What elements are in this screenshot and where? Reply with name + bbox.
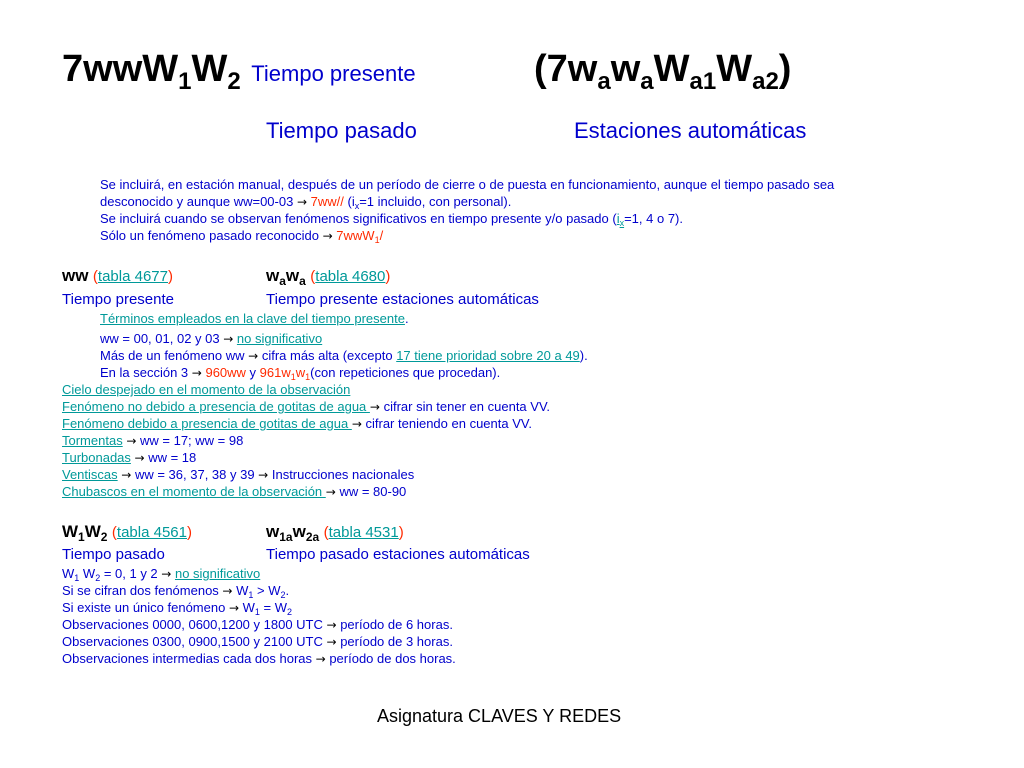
paren: ) (398, 524, 404, 541)
intro-line-3 (100, 210, 683, 227)
alt-title-part: ) (778, 48, 792, 90)
text: ww = 18 (144, 450, 197, 465)
arrow-right-icon: → (126, 434, 137, 448)
list-item-tormentas (62, 432, 243, 450)
text: y (245, 365, 260, 380)
text: W (239, 600, 255, 615)
W-label: Tiempo pasado (62, 546, 165, 563)
text: > W (253, 583, 281, 598)
arrow-right-icon: → (134, 451, 145, 465)
list-item-turbonadas (62, 449, 196, 467)
text: Instrucciones nacionales (268, 467, 415, 482)
ww-header (62, 266, 173, 286)
subscript: 1 (305, 372, 311, 382)
text: ww = 80-90 (335, 484, 407, 499)
text: ww = 17; ww = 98 (136, 433, 244, 448)
text: desconocido y aunque ww=00-03 (100, 194, 297, 209)
auto-label: Estaciones automáticas (574, 118, 807, 143)
paren: ) (187, 524, 192, 541)
paren: ( (323, 524, 329, 541)
w-row-3 (62, 599, 292, 617)
no-gotitas-link[interactable]: Fenómeno no debido a presencia de gotitas de agua (62, 399, 370, 414)
ww-label: Tiempo presente (62, 291, 175, 308)
text: período de 6 horas. (336, 617, 453, 632)
text: = W (259, 600, 287, 615)
arrow-right-icon: → (326, 618, 337, 632)
symbol-part: w (285, 266, 300, 285)
text: (i (343, 194, 355, 209)
symbol-sub: 2a (305, 530, 320, 544)
tormentas-link[interactable]: Tormentas (62, 433, 123, 448)
text: W (62, 566, 75, 581)
alt-title-sub: a1 (689, 68, 717, 95)
symbol-part: w (266, 266, 280, 285)
subscript[interactable]: x (619, 218, 625, 228)
subscript: 1 (374, 235, 380, 245)
no-significativo-link[interactable]: no significativo (236, 331, 323, 346)
arrow-right-icon: → (222, 584, 233, 598)
paren: ) (385, 268, 391, 285)
text: cifrar teniendo en cuenta VV. (361, 416, 532, 431)
wa-label: Tiempo pasado estaciones automáticas (266, 546, 530, 563)
arrow-right-icon: → (228, 601, 239, 615)
w-row-1 (62, 565, 260, 583)
paren: ( (92, 268, 98, 285)
text: Si se cifran dos fenómenos (62, 583, 223, 598)
alt-title-part: W (653, 48, 690, 90)
text: Sólo un fenómeno pasado reconocido (100, 228, 323, 243)
text: período de dos horas. (325, 651, 456, 666)
paren: ( (310, 268, 316, 285)
alt-title-part: W (716, 48, 753, 90)
ventiscas-link[interactable]: Ventiscas (62, 467, 118, 482)
w1aw2a-symbol (266, 522, 320, 544)
symbol-part: W (62, 522, 79, 541)
past-label: Tiempo pasado (266, 118, 417, 143)
paren: ( (111, 524, 117, 541)
gotitas-link[interactable]: Fenómeno debido a presencia de gotitas de agua (62, 416, 352, 431)
arrow-right-icon: → (351, 417, 362, 431)
text: Si existe un único fenómeno (62, 600, 229, 615)
subscript: 1 (290, 372, 296, 382)
W1W2-symbol (62, 522, 108, 544)
code: w (295, 365, 306, 380)
text: Más de un fenómeno ww (100, 348, 249, 363)
turbonadas-link[interactable]: Turbonadas (62, 450, 131, 465)
table-4531-link[interactable]: tabla 4531 (328, 524, 399, 541)
arrow-right-icon: → (223, 332, 234, 346)
text: cifra más alta (excepto (258, 348, 397, 363)
table-4561-link[interactable]: tabla 4561 (116, 524, 187, 541)
alt-title-sub: a2 (752, 68, 779, 95)
text: . (285, 583, 290, 598)
w-row-4 (62, 616, 453, 634)
text: W (79, 566, 96, 581)
title-group: W (191, 48, 228, 90)
symbol-sub: 1 (78, 530, 85, 544)
code: / (379, 228, 384, 243)
list-item-chubascos (62, 483, 406, 501)
arrow-right-icon: → (258, 468, 269, 482)
alt-title-part: w (610, 48, 641, 90)
symbol-part: w (292, 522, 306, 541)
paren: ) (167, 268, 173, 285)
ww-row-3 (100, 364, 500, 382)
terms-link[interactable]: Términos empleados en la clave del tiempo presente (100, 311, 405, 326)
list-item-no-gotitas (62, 398, 550, 416)
arrow-right-icon: → (296, 195, 308, 209)
subscript: x (354, 201, 360, 211)
w-row-2 (62, 582, 289, 600)
cielo-link[interactable]: Cielo despejado en el momento de la observación (62, 382, 351, 397)
text: W (232, 583, 249, 598)
arrow-right-icon: → (121, 468, 132, 482)
text: = 0, 1 y 2 (100, 566, 162, 581)
ww-symbol: ww (62, 266, 89, 285)
alt-title-sub: a (597, 68, 611, 95)
symbol-sub: 1a (279, 530, 293, 544)
main-title (62, 48, 416, 95)
no-significativo-link[interactable]: no significativo (174, 566, 261, 581)
W1W2-header (62, 522, 192, 542)
alt-title-sub: a (640, 68, 654, 95)
arrow-right-icon: → (248, 349, 259, 363)
w-row-5 (62, 633, 453, 651)
code: 961w (259, 365, 291, 380)
subscript: 2 (280, 590, 286, 600)
symbol-sub: a (279, 274, 286, 288)
code: 7ww// (310, 194, 344, 209)
text: ww = 36, 37, 38 y 39 (131, 467, 259, 482)
wawa-symbol (266, 266, 306, 288)
subscript: 1 (248, 590, 254, 600)
code: 960ww (205, 365, 246, 380)
text: período de 3 horas. (336, 634, 453, 649)
alt-title (534, 48, 792, 95)
wawa-header (266, 266, 390, 286)
text: En la sección 3 (100, 365, 192, 380)
text: (con repeticiones que procedan). (310, 365, 501, 380)
text: ww = 00, 01, 02 y 03 (100, 331, 224, 346)
list-item-cielo (62, 381, 350, 398)
w-row-6 (62, 650, 456, 668)
symbol-part: W (84, 522, 101, 541)
subscript: 1 (254, 607, 260, 617)
arrow-right-icon: → (191, 366, 202, 380)
arrow-right-icon: → (315, 652, 326, 666)
title-sub: 2 (227, 68, 241, 95)
title-sub: 1 (178, 68, 192, 95)
subscript: 2 (287, 607, 293, 617)
footer-course-name: Asignatura CLAVES Y REDES (377, 706, 622, 726)
arrow-right-icon: → (322, 229, 333, 243)
text: Observaciones 0000, 0600,1200 y 1800 UTC (62, 617, 327, 632)
subscript: 2 (95, 573, 101, 583)
terms-line (100, 310, 409, 327)
text: . (404, 311, 409, 326)
text: =1 incluido, con personal). (359, 194, 512, 209)
subscript: 1 (74, 573, 80, 583)
ix-link[interactable]: i (616, 211, 620, 226)
code: 7wwW (336, 228, 375, 243)
w1aw2a-header (266, 522, 404, 542)
text: Se incluirá cuando se observan fenómenos significativos en tiempo presente y/o pasado ( (100, 211, 617, 226)
intro-line-1: Se incluirá, en estación manual, después de un período de cierre o de puesta en funcionamiento, aunque el tiempo pasado sea (100, 177, 835, 192)
text: Observaciones intermedias cada dos horas (62, 651, 316, 666)
wawa-label: Tiempo presente estaciones automáticas (266, 291, 539, 308)
text: Observaciones 0300, 0900,1500 y 2100 UTC (62, 634, 327, 649)
priority-link[interactable]: 17 tiene prioridad sobre 20 a 49 (396, 348, 580, 363)
chubascos-link[interactable]: Chubascos en el momento de la observación (62, 484, 326, 499)
table-4677-link[interactable]: tabla 4677 (97, 268, 168, 285)
list-item-gotitas (62, 415, 532, 433)
title-group: 7wwW (62, 48, 179, 90)
text: =1, 4 o 7). (624, 211, 683, 226)
arrow-right-icon: → (326, 635, 337, 649)
text: ). (579, 348, 588, 363)
arrow-right-icon: → (161, 567, 172, 581)
table-4680-link[interactable]: tabla 4680 (315, 268, 386, 285)
text: cifrar sin tener en cuenta VV. (379, 399, 551, 414)
symbol-sub: a (299, 274, 306, 288)
intro-line-4 (100, 227, 383, 245)
symbol-sub: 2 (100, 530, 108, 544)
ww-row-2 (100, 347, 588, 365)
alt-title-part: (7w (534, 48, 598, 90)
arrow-right-icon: → (325, 485, 336, 499)
ww-row-1 (100, 330, 322, 348)
symbol-part: w (266, 522, 280, 541)
title-description: Tiempo presente (251, 61, 416, 86)
arrow-right-icon: → (369, 400, 380, 414)
list-item-ventiscas (62, 466, 414, 484)
intro-line-2 (100, 193, 511, 211)
